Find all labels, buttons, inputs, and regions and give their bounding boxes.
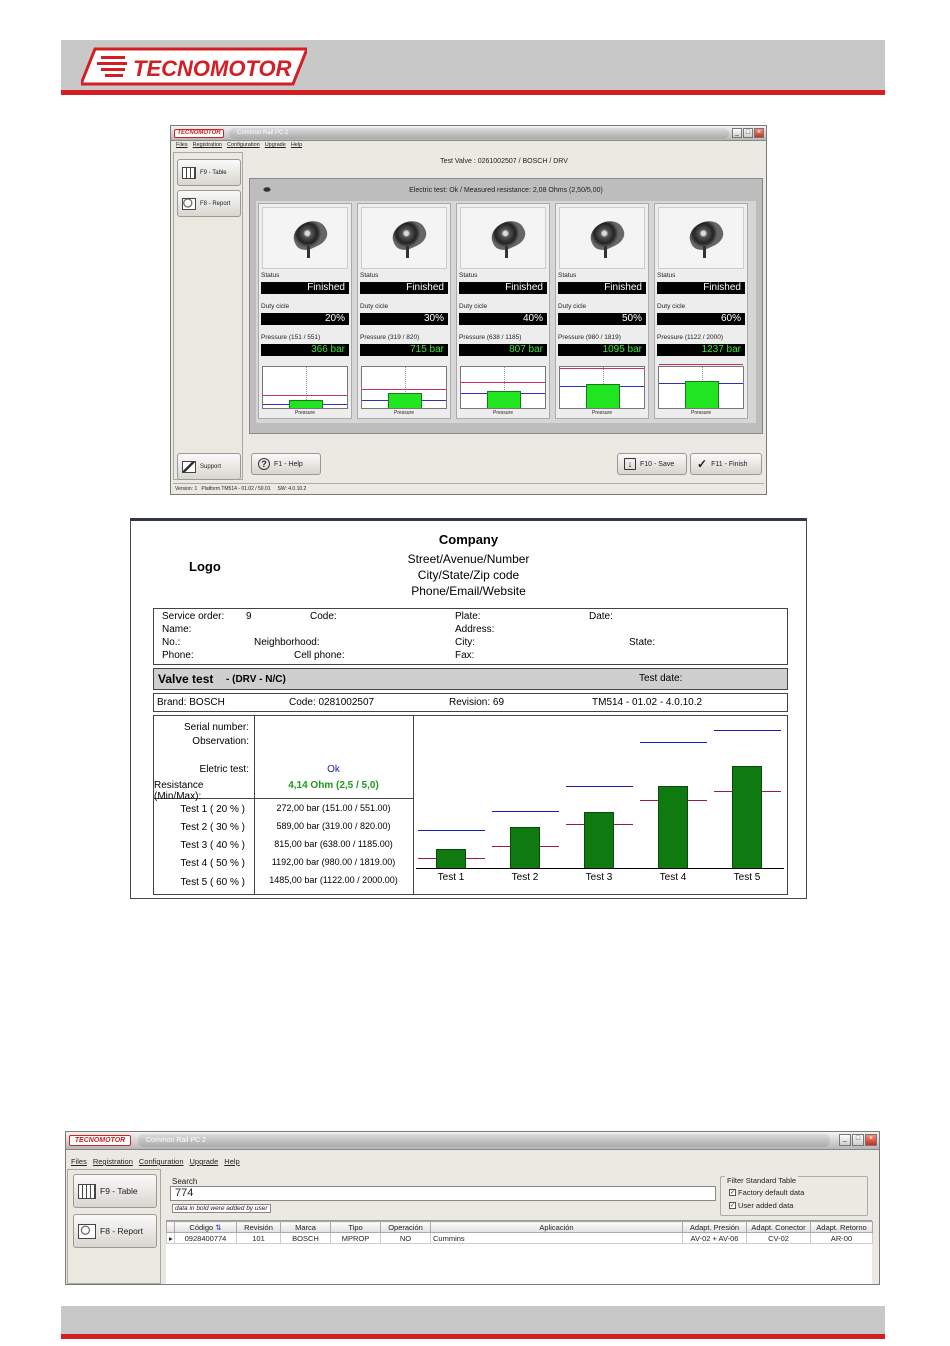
mini-chart-caption: Pressure	[591, 410, 612, 416]
test-4-label: Test 4 ( 50 % )	[180, 858, 245, 869]
save-button-label: F10 - Save	[640, 460, 675, 468]
chart-bar	[658, 786, 688, 868]
status-version: Version: 1	[175, 486, 198, 492]
report-sheet	[130, 518, 807, 899]
status-platform: Platform TM514 - 01.02 / 50.01	[201, 486, 271, 492]
observation-label: Observation:	[192, 736, 249, 747]
test-1-value: 272,00 bar (151.00 / 551.00)	[276, 803, 391, 813]
help-button-label: F1 - Help	[274, 460, 303, 468]
window-title: Common Rail PC 2	[229, 128, 729, 139]
pressure-label: Pressure (151 / 551)	[261, 334, 321, 341]
neighborhood-label: Neighborhood:	[254, 637, 320, 648]
menu-bar	[66, 1156, 879, 1167]
plate-label: Plate:	[455, 611, 481, 622]
address-label: Address:	[455, 624, 495, 635]
tecnomotor-logo	[81, 45, 307, 88]
menu-registration[interactable]: Registration	[92, 1157, 133, 1166]
mini-chart-caption: Pressure	[492, 410, 513, 416]
sidebar	[67, 1169, 161, 1284]
pressure-label: Pressure (638 / 1185)	[459, 334, 522, 341]
cell-adapt-retorno: AR-00	[811, 1233, 873, 1244]
valve-test-subtitle: - (DRV - N/C)	[226, 674, 286, 685]
pressure-mini-chart	[361, 366, 447, 409]
report-company: Company	[438, 532, 499, 547]
search-input[interactable]: 774	[170, 1186, 716, 1201]
pressure-mini-chart	[559, 366, 645, 409]
report-address-3: Phone/Email/Website	[411, 584, 526, 598]
mini-chart-caption: Pressure	[393, 410, 414, 416]
date-label: Date:	[589, 611, 613, 622]
data-grid	[166, 1220, 872, 1285]
status-label: Status	[558, 272, 577, 279]
electric-test-label: Electric test: Ok / Measured resistance: 2,08 Ohms (2,50/5,00)	[409, 187, 603, 194]
fax-label: Fax:	[455, 650, 475, 661]
chart-x-label: Test 1	[437, 872, 465, 883]
logo-text: TECNOMOTOR	[133, 56, 292, 81]
chart-bar	[436, 849, 466, 868]
col-revision[interactable]: Revisión	[237, 1222, 281, 1233]
cell-adapt-conector: CV-02	[747, 1233, 811, 1244]
help-button[interactable]	[251, 453, 321, 475]
title-bar	[66, 1132, 879, 1150]
mini-chart-caption: Pressure	[690, 410, 711, 416]
status-label: Status	[657, 272, 676, 279]
max-line	[461, 382, 545, 383]
app-logo-icon: TECNOMOTOR	[174, 129, 224, 138]
search-label: Search	[172, 1177, 198, 1186]
injector-image	[460, 207, 546, 269]
cell-tipo: MPROP	[331, 1233, 381, 1244]
pressure-bar	[289, 400, 323, 408]
col-adapt-presion[interactable]: Adapt. Presión	[683, 1222, 747, 1233]
max-line	[362, 389, 446, 390]
menu-configuration[interactable]: Configuration	[226, 142, 260, 148]
table-icon	[78, 1184, 96, 1199]
report-address-1: Street/Avenue/Number	[407, 552, 530, 566]
menu-configuration[interactable]: Configuration	[138, 1157, 184, 1166]
menu-upgrade[interactable]: Upgrade	[189, 1157, 219, 1166]
duty-label: Duty cicle	[558, 303, 587, 310]
status-value: Finished	[558, 282, 646, 294]
resistance-value: 4,14 Ohm (2,5 / 5,0)	[288, 780, 379, 791]
test-card	[357, 203, 451, 419]
test-3-label: Test 3 ( 40 % )	[180, 840, 245, 851]
pressure-mini-chart	[262, 366, 348, 409]
maximize-icon[interactable]: □	[852, 1134, 864, 1146]
report-icon	[78, 1224, 96, 1239]
status-label: Status	[261, 272, 280, 279]
sidebar	[173, 152, 243, 480]
checkbox-icon: ✓	[730, 1190, 736, 1196]
test-card	[654, 203, 748, 419]
user-checkbox[interactable]	[729, 1201, 793, 1210]
cell-adapt-presion: AV-02 + AV-06	[683, 1233, 747, 1244]
pressure-mini-chart	[460, 366, 546, 409]
chart-bar	[732, 766, 762, 868]
report-button-label: F8 - Report	[200, 200, 231, 207]
duty-value: 30%	[360, 313, 448, 325]
code-line: Code: 0281002507	[289, 697, 375, 708]
test-2-label: Test 2 ( 30 % )	[180, 822, 245, 833]
table-button-label: F9 - Table	[100, 1186, 138, 1196]
menu-registration[interactable]: Registration	[192, 142, 222, 148]
factory-checkbox[interactable]	[729, 1188, 804, 1197]
test-4-value: 1192,00 bar (980.00 / 1819.00)	[271, 857, 396, 867]
minimize-icon[interactable]: _	[839, 1134, 851, 1146]
menu-files[interactable]: Files	[71, 1157, 87, 1166]
pressure-bar	[586, 384, 620, 408]
cell-marca: BOSCH	[281, 1233, 331, 1244]
pressure-value: 1237 bar	[657, 344, 745, 356]
checkbox-icon: ✓	[730, 1203, 736, 1209]
state-label: State:	[629, 637, 656, 648]
menu-help[interactable]: Help	[290, 142, 303, 148]
menu-upgrade[interactable]: Upgrade	[264, 142, 286, 148]
status-label: Status	[459, 272, 478, 279]
pressure-value: 715 bar	[360, 344, 448, 356]
pressure-value: 807 bar	[459, 344, 547, 356]
support-button[interactable]	[177, 453, 241, 480]
cell-aplicacion: Cummins	[431, 1233, 683, 1244]
test-card	[258, 203, 352, 419]
chart-max-line	[640, 742, 707, 743]
duty-label: Duty cicle	[459, 303, 488, 310]
city-label: City:	[455, 637, 475, 648]
close-icon[interactable]: ×	[754, 128, 764, 138]
save-icon: ↓	[624, 458, 636, 470]
help-icon: ?	[258, 458, 270, 470]
chart-max-line	[492, 811, 559, 812]
table-button[interactable]	[73, 1174, 157, 1208]
app-logo-icon: TECNOMOTOR	[69, 1135, 131, 1146]
menu-bar	[171, 141, 766, 150]
chart-bar	[584, 812, 614, 868]
factory-label: Factory default data	[738, 1188, 805, 1197]
revision-line: Revision: 69	[449, 697, 505, 708]
status-value: Finished	[261, 282, 349, 294]
platform-line: TM514 - 01.02 - 4.0.10.2	[592, 697, 703, 708]
close-icon[interactable]: ×	[865, 1134, 877, 1146]
menu-files[interactable]: Files	[176, 142, 188, 148]
eletric-test-value: Ok	[327, 764, 340, 775]
row-header-corner	[167, 1222, 175, 1233]
max-line	[560, 368, 644, 369]
bold-note: data in bold were added by user	[172, 1204, 271, 1213]
mini-chart-caption: Pressure	[294, 410, 315, 416]
chart-x-label: Test 5	[733, 872, 761, 883]
test-5-label: Test 5 ( 60 % )	[180, 877, 245, 888]
pressure-label: Pressure (1122 / 2000)	[657, 334, 723, 341]
max-line	[263, 395, 347, 396]
test-2-value: 589,00 bar (319.00 / 820.00)	[276, 821, 391, 831]
maximize-icon[interactable]: □	[743, 128, 753, 138]
test-panel	[249, 178, 763, 434]
chart-x-label: Test 4	[659, 872, 687, 883]
status-bar	[173, 483, 764, 493]
duty-label: Duty cicle	[261, 303, 290, 310]
report-button[interactable]	[177, 190, 241, 217]
report-button-label: F8 - Report	[100, 1226, 143, 1236]
status-sw: SW: 4.0.10.2	[277, 486, 307, 492]
phone-label: Phone:	[162, 650, 194, 661]
brand-line-box	[153, 693, 788, 712]
report-address-2: City/State/Zip code	[417, 568, 520, 582]
table-button-label: F9 - Table	[200, 169, 227, 176]
chart-x-label: Test 2	[511, 872, 539, 883]
chart-bar	[510, 827, 540, 868]
test-window	[170, 125, 767, 495]
valve-test-title: Valve test	[158, 672, 214, 686]
table-button[interactable]	[177, 159, 241, 186]
code-label: Code:	[310, 611, 337, 622]
table-row[interactable]	[167, 1233, 873, 1244]
col-marca[interactable]: Marca	[281, 1222, 331, 1233]
support-button-label: Support	[200, 463, 222, 470]
menu-help[interactable]: Help	[224, 1157, 240, 1166]
table-window	[65, 1131, 880, 1285]
user-label: User added data	[738, 1201, 794, 1210]
minimize-icon[interactable]: _	[732, 128, 742, 138]
resistance-label: Resistance (Min/Max):	[154, 780, 204, 802]
duty-label: Duty cicle	[360, 303, 389, 310]
duty-value: 60%	[657, 313, 745, 325]
save-button[interactable]	[617, 453, 687, 475]
status-label: Status	[360, 272, 379, 279]
col-adapt-retorno[interactable]: Adapt. Retorno	[811, 1222, 873, 1233]
injector-image	[361, 207, 447, 269]
col-tipo[interactable]: Tipo	[331, 1222, 381, 1233]
max-line	[659, 364, 743, 365]
pressure-bar	[388, 393, 422, 408]
sort-icon: ⇅	[215, 1222, 222, 1232]
test-1-label: Test 1 ( 20 % )	[180, 804, 245, 815]
test-5-value: 1485,00 bar (1122.00 / 2000.00)	[269, 875, 398, 885]
injector-image	[262, 207, 348, 269]
finish-button[interactable]	[690, 453, 762, 475]
chart-max-line	[566, 786, 633, 787]
report-icon	[182, 198, 196, 210]
filter-title: Filter Standard Table	[727, 1176, 797, 1185]
test-3-value: 815,00 bar (638.00 / 1185.00)	[274, 839, 393, 849]
cell-operacion: NO	[381, 1233, 431, 1244]
serial-number-label: Serial number:	[183, 722, 249, 733]
eletric-test-label: Eletric test:	[199, 764, 249, 775]
col-operacion[interactable]: Operación	[381, 1222, 431, 1233]
injector-image	[559, 207, 645, 269]
chart-max-line	[714, 730, 781, 731]
window-title: Common Rail PC 2	[138, 1134, 830, 1147]
table-icon	[182, 167, 196, 179]
chart-x-label: Test 3	[585, 872, 613, 883]
pressure-label: Pressure (980 / 1819)	[558, 334, 621, 341]
row-pointer-icon: ▸	[167, 1233, 175, 1244]
duty-label: Duty cicle	[657, 303, 686, 310]
service-order-value: 9	[246, 611, 252, 622]
brand-line: Brand: BOSCH	[157, 697, 225, 708]
col-aplicacion[interactable]: Aplicación	[431, 1222, 683, 1233]
test-card	[555, 203, 649, 419]
cell-codigo: 0928400774	[175, 1233, 237, 1244]
test-date-label: Test date:	[639, 673, 683, 684]
name-label: Name:	[162, 624, 192, 635]
status-value: Finished	[657, 282, 745, 294]
duty-value: 50%	[558, 313, 646, 325]
test-valve-label: Test Valve : 0261002507 / BOSCH / DRV	[440, 158, 568, 165]
title-bar	[171, 126, 766, 141]
cell-phone-label: Cell phone:	[294, 650, 345, 661]
chart-max-line	[418, 830, 485, 831]
duty-value: 20%	[261, 313, 349, 325]
col-adapt-conector[interactable]: Adapt. Conector	[747, 1222, 811, 1233]
support-icon	[182, 461, 196, 473]
injector-image	[658, 207, 744, 269]
number-label: No.:	[162, 637, 181, 648]
cards-area	[256, 201, 756, 423]
pressure-label: Pressure (319 / 820)	[360, 334, 420, 341]
service-order-label: Service order:	[162, 611, 225, 622]
page-footer-band	[61, 1306, 885, 1339]
status-value: Finished	[459, 282, 547, 294]
pressure-mini-chart	[658, 366, 744, 409]
finish-button-label: F11 - Finish	[711, 460, 748, 468]
status-value: Finished	[360, 282, 448, 294]
pressure-value: 1095 bar	[558, 344, 646, 356]
test-card	[456, 203, 550, 419]
duty-value: 40%	[459, 313, 547, 325]
pressure-bar	[685, 381, 719, 408]
customer-box	[153, 608, 788, 665]
cell-revision: 101	[237, 1233, 281, 1244]
valve-test-header	[153, 668, 788, 690]
chart-baseline	[416, 868, 784, 869]
report-button[interactable]	[73, 1214, 157, 1248]
page-header-band	[61, 40, 885, 95]
pressure-bar	[487, 391, 521, 408]
report-logo: Logo	[189, 559, 221, 574]
filter-group	[720, 1176, 868, 1216]
pressure-value: 366 bar	[261, 344, 349, 356]
check-icon: ✓	[697, 457, 708, 471]
col-codigo[interactable]: Código ⇅	[175, 1222, 237, 1233]
